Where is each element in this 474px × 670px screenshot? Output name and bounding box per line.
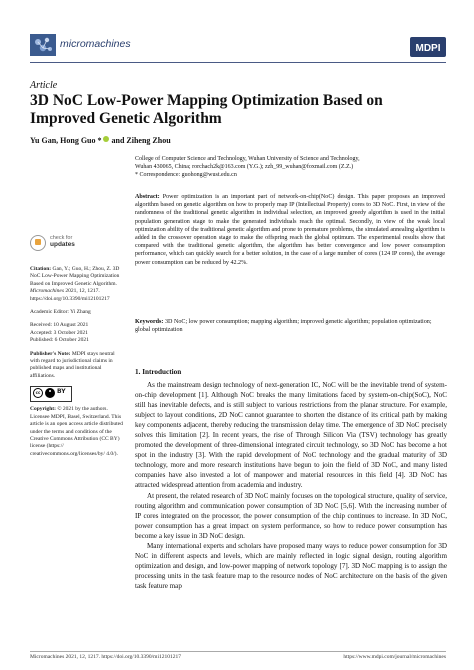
keywords-text: 3D NoC; low power consumption; mapping algorithm; improved genetic algorithm; population optimization; global optimization (135, 319, 432, 334)
correspondence: * Correspondence: guohong@wust.edu.cn (135, 172, 237, 178)
article-type: Article (30, 80, 58, 91)
check-updates-icon (30, 235, 46, 251)
published-date: Published: 6 October 2021 (30, 337, 89, 344)
received-date: Received: 10 August 2021 (30, 322, 89, 329)
academic-editor: Academic Editor: Yi Zhang (30, 309, 91, 316)
copyright (30, 406, 125, 458)
creative-commons-icon: cc (33, 388, 43, 398)
attribution-icon (45, 388, 55, 398)
publisher-note-text: MDPI stays neutral with regard to jurisdictional claims in published maps and institutional affiliations. (30, 350, 115, 379)
paragraph: As the mainstream design technology of next-generation IC, NoC will be the inevitable trend of system-on-chip development [1]. Although NoC breaks the many limitations faced by system-on-chip(SoC), NoC still has inevitable defects, and is still subject to various restrictions from the planar structure. For example, subject to layout conditions, 2D NoC cannot guarantee to shorten the distance of its critical path by making key components adjacent, thereby reducing the transmission delay time. The emergence of 3D NoC precisely solves this limitation [2]. In recent years, the rise of Through Silicon Via (TSV) technology has greatly promoted the development of three-dimensional integrated circuit technology, so 3D NoC has become a hot spot in the industry [3]. With the rapid development of NoC technology and the gradual maturity of 3D technology, more and more research institutions have begun to join the field of 3D NoC, and many listed companies have also invested a lot of manpower and material resources in this field [4]. 3D NoC has attracted widespread attention from academia and industry. (135, 381, 447, 490)
mdpi-logo-icon (410, 37, 446, 57)
check-updates-line1: check for (50, 235, 73, 241)
cc-by-license-badge[interactable] (30, 386, 72, 402)
affiliation-line: Wuhan 430065, China; rorchach2k@163.com (Y.G.); zzh_99_wuhan@foxmail.com (Z.Z.) (135, 164, 354, 170)
author-list (30, 136, 171, 145)
citation-text: Gan, Y.; Guo, H.; Zhou, Z. 3D NoC Low-Power Mapping Optimization Based on Improved Genetic Algorithm. (30, 266, 120, 287)
sidebar (30, 266, 125, 464)
author-names: Yu Gan, Hong Guo * (30, 136, 102, 145)
keywords-label: Keywords: (135, 319, 164, 325)
svg-text:MDPI: MDPI (415, 43, 441, 54)
orcid-icon[interactable] (103, 136, 109, 142)
publisher-note-label: Publisher's Note: (30, 350, 71, 357)
abstract (135, 193, 445, 267)
body-text (135, 380, 447, 591)
copyright-text: © 2021 by the authors. Licensee MDPI, Basel, Switzerland. This article is an open access article distributed under the terms and conditions of the Creative Commons Attribution (CC BY) license (https:// creativecommons.org/licenses/by/ 4.0/). (30, 406, 123, 457)
abstract-label: Abstract: (135, 194, 160, 200)
copyright-label: Copyright: (30, 406, 56, 413)
paper-title: 3D NoC Low-Power Mapping Optimization Based on Improved Genetic Algorithm (30, 92, 383, 127)
footer-journal-link[interactable]: https://www.mdpi.com/journal/micromachines (343, 654, 446, 660)
citation-doi-link[interactable]: 2021, 12, 1217. https://doi.org/10.3390/mi12101217 (30, 288, 110, 302)
header-divider (30, 62, 446, 63)
citation-label: Citation: (30, 266, 52, 272)
paragraph: At present, the related research of 3D NoC mainly focuses on the topological structure, quality of service, routing algorithm and communication power consumption of 3D NoC [5,6]. With the increasing number of IP cores integrated on the processor, the power consumption of the chip continues to increase. In 3D NoC, power consumption has a great impact on system performance, so how to reduce power consumption has become a key issue in 3D NoC design. (135, 491, 448, 540)
keywords (135, 318, 445, 334)
citation-journal: Micromachines (30, 288, 65, 295)
section-heading: 1. Introduction (135, 368, 182, 376)
cc-by-label: BY (57, 388, 66, 396)
check-updates-line2: updates (50, 241, 75, 248)
affiliation (135, 155, 445, 179)
accepted-date: Accepted: 3 October 2021 (30, 329, 88, 336)
journal-name: micromachines (60, 38, 131, 50)
footer-divider (30, 651, 446, 652)
publisher-note (30, 351, 125, 381)
citation (30, 266, 125, 303)
paragraph: Many international experts and scholars have proposed many ways to reduce power consumption for 3D NoC in different aspects and levels, which are mainly reflected in logic signal design, routing algorithm optimization and design, and low-power mapping of network topology [7]. 3D NoC mapping is to assign the processing units in the task feature map to the resource nodes of NoC architecture on the basis of the given task feature map (135, 541, 447, 590)
affiliation-line: College of Computer Science and Technology, Wuhan University of Science and Technology, (135, 156, 360, 162)
abstract-text: Power optimization is an important part of network-on-chip(NoC) design. This paper proposes an improved algorithm based on genetic algorithm on how to properly map IP (Intellectual Property) cores to 3D NoC. First, in view of the randomness of the traditional genetic algorithm in individual selection, an improved greedy algorithm is used in the initial population generation stage to make the generated individuals reach the optimal. Secondly, in view of the weak local optimization ability of the traditional genetic algorithm and prone to premature problems, the simulated annealing algorithm is added in the crossover operation stage to make the offspring reach the global optimum. The experimental results show that compared with the traditional genetic algorithm, the algorithm has better convergence and low power consumption performance, which can quickly search for a better solution, in the case of a large number of cores (124 IP cores), the average power consumption can be reduced by 42.2%. (135, 194, 445, 266)
author-names-tail: and Ziheng Zhou (109, 136, 171, 145)
journal-logo-icon (30, 34, 56, 56)
footer-citation: Micromachines 2021, 12, 1217. https://doi.org/10.3390/mi12101217 (30, 654, 181, 660)
check-for-updates-button[interactable] (30, 235, 100, 253)
